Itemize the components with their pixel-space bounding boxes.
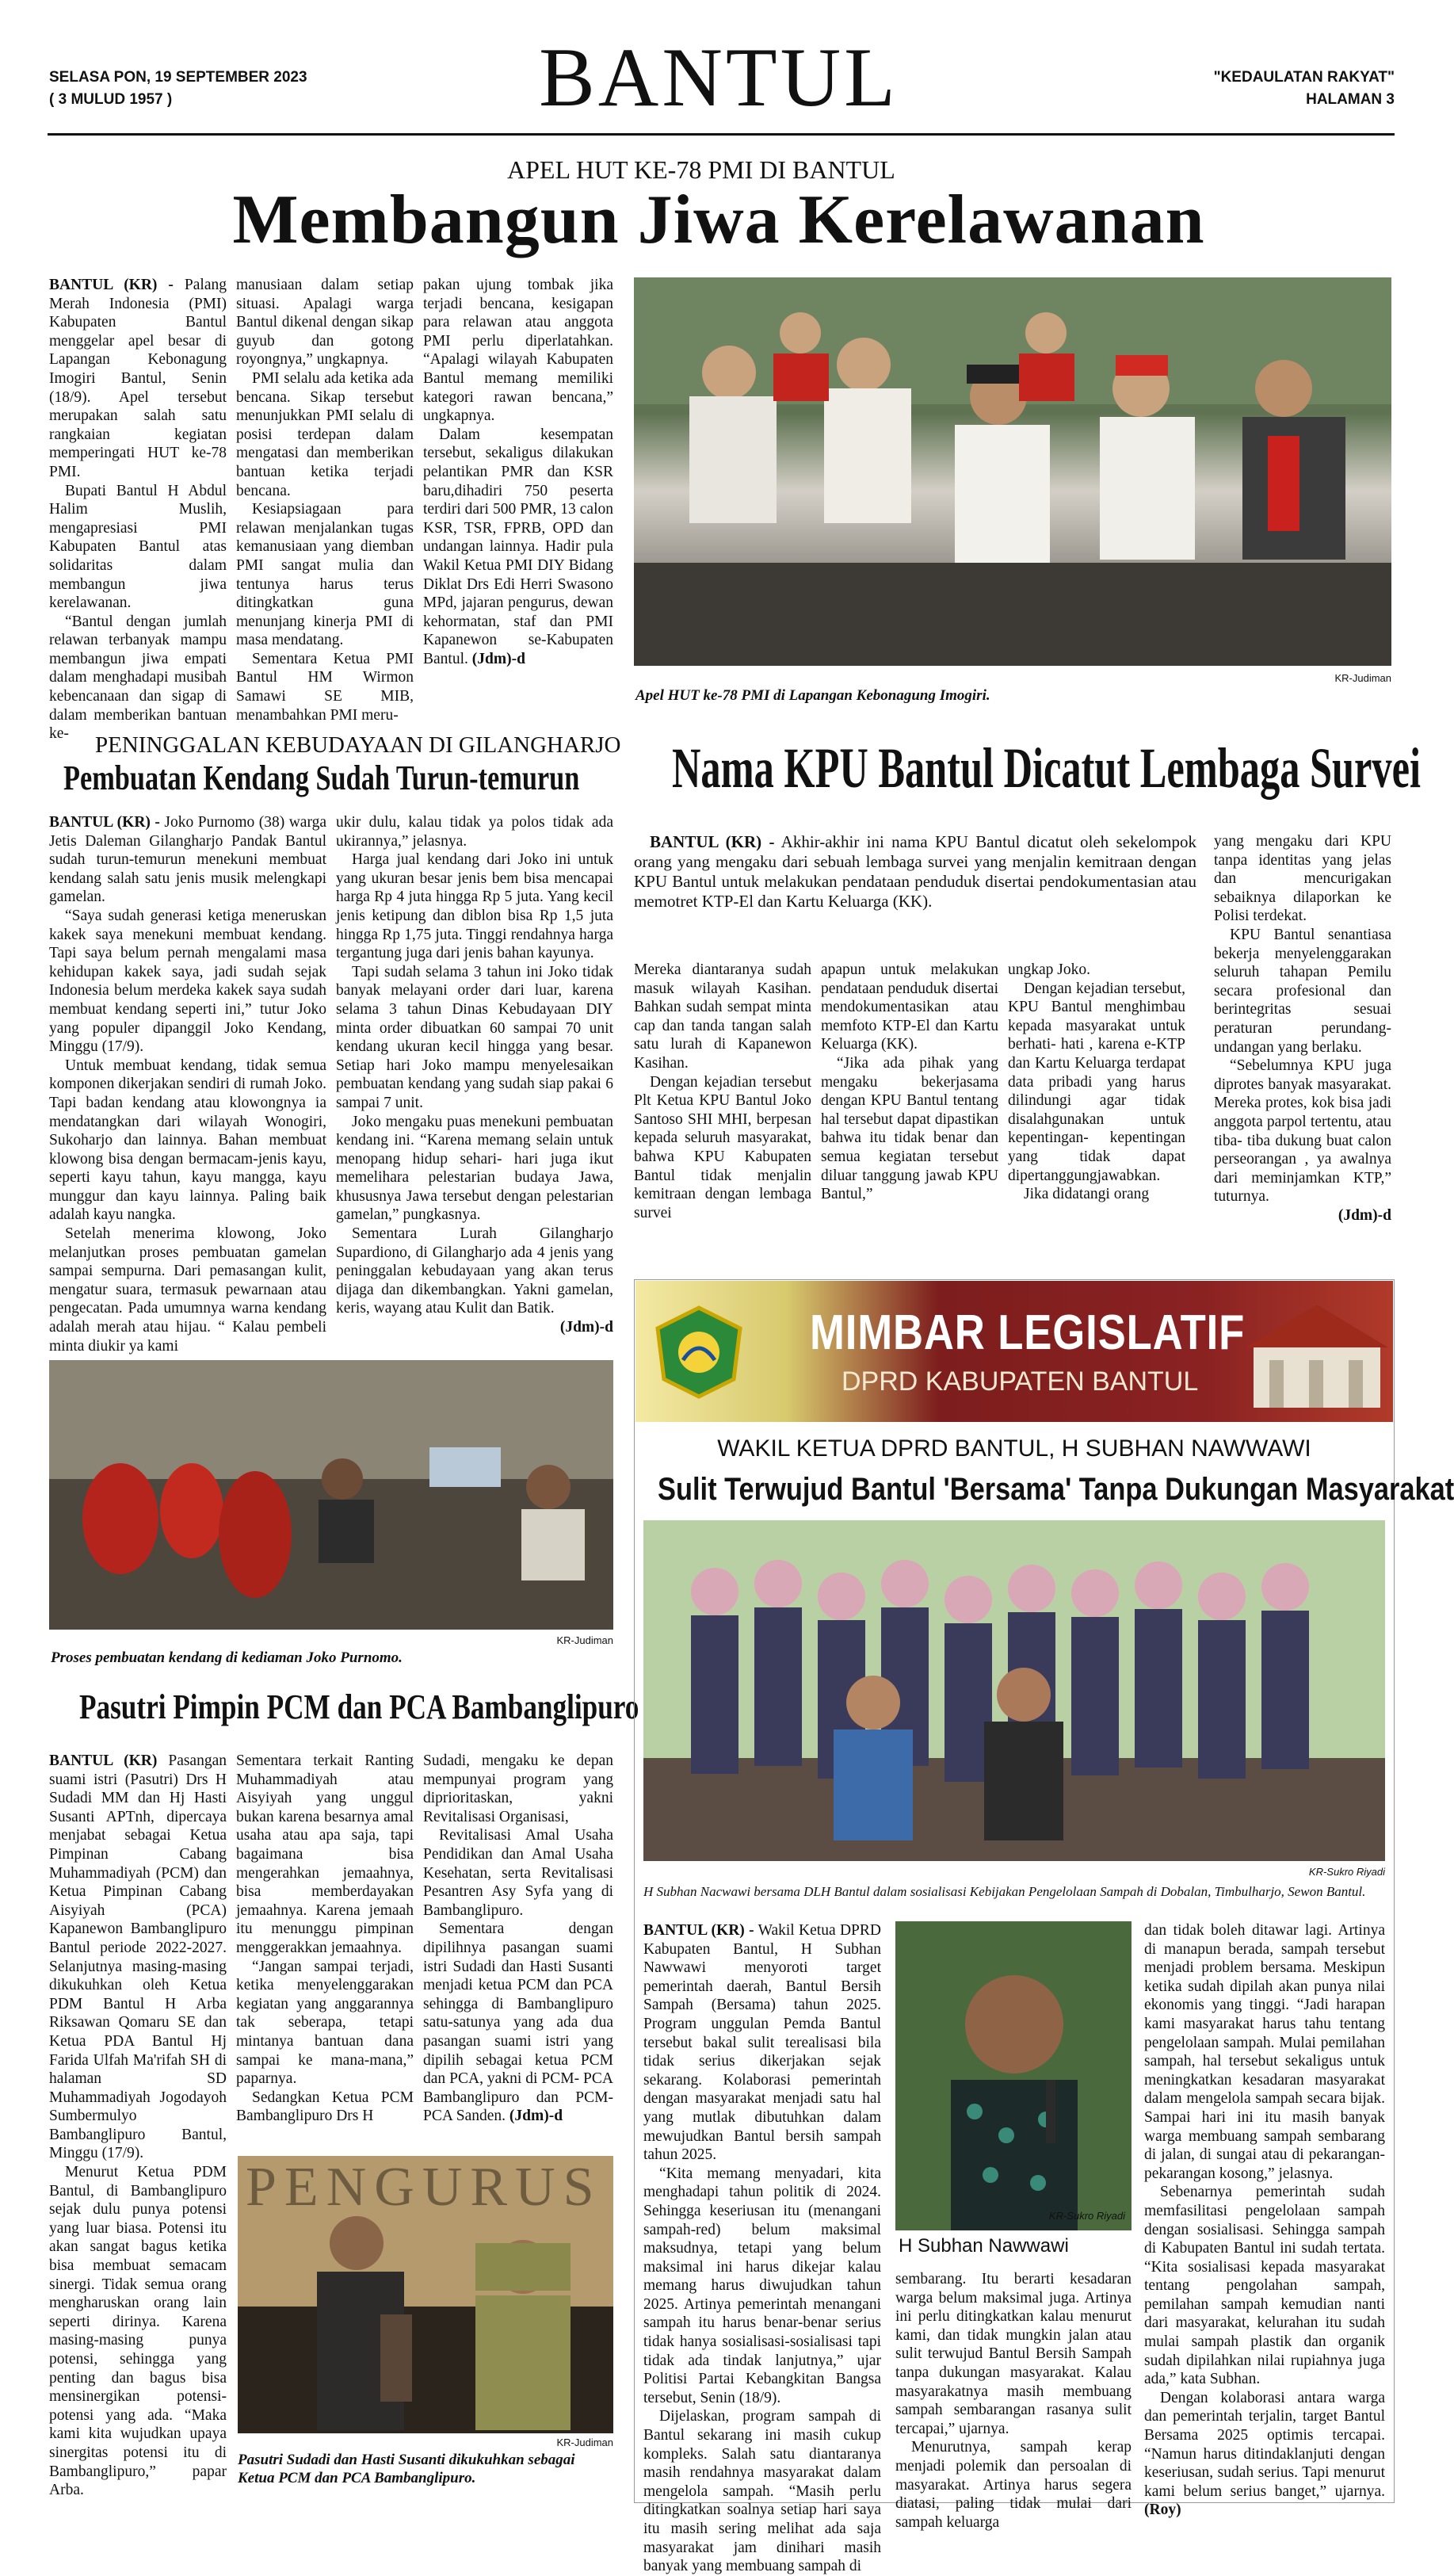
kendang-col1-p4: Setelah menerima klowong, Joko melanjutkan proses pembuatan gamelan sampai sempurna. Dari pemasangan kulit, mengatur suara, termasuk pewarnaan atau pengecatan. Pada umumnya warna kendang adalah merah atau hijau. “ Kalau pembeli minta diukir ya kami — [49, 1225, 326, 1355]
legislatif-col1-p1: Wakil Ketua DPRD Kabupaten Bantul, H Subhan Nawwawi menyoroti target pemerintah daerah, Bantul Bersih Sampah (Bersama) tahun 2025. Program unggulan Pemda Bantul tersebut bakal sulit terealisasi bila tidak serius dikerjakan sejak sekarang. Kolaborasi pemerintah dengan masyarakat menjadi satu hal yang mutlak dibutuhkan dalam mewujudkan Bantul bersih sampah tahun 2025. — [643, 1922, 881, 2164]
lead-col3-p1: pakan ujung tombak jika terjadi bencana, kesigapan para relawan atau anggota PMI perlu diperlatahkan. “Apalagi wilayah Kabupaten Bantul memang memiliki kategori rawan bencana,” ungkapnya. — [423, 277, 613, 425]
legislatif-banner-subtitle: DPRD KABUPATEN BANTUL — [841, 1366, 1199, 1397]
kpu-column-1 — [634, 961, 811, 1222]
pcm-column-2 — [236, 1752, 414, 2148]
lead-col2-p1: manusiaan dalam setiap situasi. Apalagi warga Bantul dikenal dengan sikap guyub dan gotong royongnya,” ungkapnya. — [236, 277, 414, 369]
kpu-col4-p1: yang mengaku dari KPU tanpa identitas yang jelas dan mencurigakan sebaiknya dilaporkan ke Polisi terdekat. — [1214, 833, 1391, 925]
pcm-col2-p2: “Jangan sampai terjadi, ketika menyelenggarakan kegiatan yang anggarannya tak seberapa, tetapi mintanya bantuan dana sampai ke mana-mana,” paparnya. — [236, 1958, 414, 2088]
legislatif-kicker: WAKIL KETUA DPRD BANTUL, H SUBHAN NAWWAWI — [717, 1435, 1311, 1462]
kendang-signoff: (Jdm)-d — [559, 1319, 613, 1336]
pcm-col3-p2: Revitalisasi Amal Usaha Pendidikan dan Amal Usaha Kesehatan, serta Revitalisasi Pesantren Asy Syfa yang di Bambanglipuro. — [423, 1827, 613, 1919]
pcm-col2-p3: Sedangkan Ketua PCM Bambanglipuro Drs H — [236, 2089, 414, 2125]
lead-kicker: APEL HUT KE-78 PMI DI BANTUL — [507, 155, 895, 184]
kendang-column-1 — [49, 813, 326, 1355]
lead-column-2 — [236, 276, 414, 724]
kpu-lede — [634, 832, 1196, 951]
kpu-column-3 — [1008, 961, 1185, 1222]
page-number: HALAMAN 3 — [1306, 91, 1395, 108]
kendang-col2-p1: ukir dulu, kalau tidak ya polos tidak ada ukirannya,” jelasnya. — [336, 814, 613, 850]
legislatif-headline: Sulit Terwujud Bantul 'Bersama' Tanpa Dukungan Masyarakat — [658, 1472, 1454, 1507]
kpu-column-4 — [1214, 832, 1391, 1222]
lead-col3-p2: Dalam kesempatan tersebut, sekaligus dilakukan pelantikan PMR dan KSR baru,dihadiri 750 peserta terdiri dari 500 PMR, 13 calon KSR, TSR, FPRB, OPD dan undangan lainnya. Hadir pula Wakil Ketua PMI DIY Bidang Diklat Drs Edi Herri Swasono MPd, jajaran pengurus, dewan kehormatan, staf dan PMI Kapanewon se-Kabupaten Bantul. — [423, 426, 613, 667]
kendang-photo — [49, 1360, 613, 1630]
kendang-col1-p2: “Saya sudah generasi ketiga meneruskan kakek saya menekuni membuat kendang. Tapi saya belum pernah mengalami masa kehidupan kakek saya, jadi sudah sejak Indonesia belum merdeka kakek saya sudah membuat kendang seperti ini,” tutur Joko yang populer dipanggil Joko Kendang, Minggu (17/9). — [49, 907, 326, 1056]
lead-column-1 — [49, 276, 227, 743]
lead-dateline: BANTUL (KR) - — [49, 277, 174, 293]
legislatif-col2-p1: sembarang. Itu berarti kesadaran warga belum maksimal juga. Artinya ini perlu ditingkatkan kalau menurut kami, dan tidak mungkin jalan atau sulit terwujud Bantul Bersih Sampah tanpa dukungan masyarakat. Kalau masyarakatnya masih membuang sampah sembarangan rasanya sulit tercapai,” ujarnya. — [895, 2271, 1132, 2437]
kendang-photo-caption: Proses pembuatan kendang di kediaman Joko Purnomo. — [51, 1649, 403, 1666]
legislatif-column-3 — [1144, 1921, 1385, 2519]
kpu-col2-p2: “Jika ada pihak yang mengaku bekerjasama dengan KPU Bantul tentang hal tersebut dapat dipastikan bahwa itu tidak benar dan semua kegiatan tersebut diluar tanggung jawab KPU Bantul,” — [821, 1054, 998, 1203]
legislatif-dateline: BANTUL (KR) - — [643, 1922, 754, 1939]
lead-col2-p3: Kesiapsiagaan para relawan menjalankan tugas kemanusiaan yang diemban PMI sangat mulia dan tentunya harus terus ditingkatkan guna menunjang kinerja PMI di masa mendatang. — [236, 501, 414, 649]
pcm-col1-p1: Pasangan suami istri (Pasutri) Drs H Sudadi MM dan Hj Hasti Susanti APTnh, dipercaya menjabat sebagai Ketua Pimpinan Cabang Muhammadiyah (PCM) dan Ketua Pimpinan Cabang Aisyiyah (PCA) Kapanewon Bambanglipuro Bantul periode 2022-2027. Selanjutnya masing-masing dikukuhkan oleh Ketua PDM Bantul H Arba Riksawan Qomaru SE dan Ketua PDA Bantul Hj Farida Ulfah Ma'rifah SH di halaman SD Muhammadiyah Jogodayoh Sumbermulyo Bambanglipuro Bantul, Minggu (17/9). — [49, 1752, 227, 2162]
kendang-photo-credit: KR-Judiman — [556, 1634, 613, 1646]
kpu-col1-p2: Dengan kejadian tersebut Plt Ketua KPU Bantul Joko Santoso SHI MHI, berpesan kepada seluruh masyarakat, bahwa KPU Kabupaten Bantul tidak menjalin kemitraan dengan lembaga survei — [634, 1073, 811, 1221]
pcm-banner-letters: PENGURUS — [246, 2157, 602, 2218]
kendang-dateline: BANTUL (KR) - — [49, 814, 160, 831]
legislatif-col3-p2: Sebenarnya pemerintah sudah memfasilitasi pengelolaan sampah dengan sosialisasi. Sehingga sampah di Kabupaten Bantul ini sudah tertata. “Kita sosialisasi kepada masyarakat tentang pengolahan sampah, pemilahan sampah kemudian nanti dari masyarakat, kelurahan itu sudah mulai sampah plastik dan organik sudah dipilahkan nilai rupiahnya juga ada,” kata Subhan. — [1144, 2184, 1385, 2388]
kpu-col2-p1: apapun untuk melakukan pendataan penduduk disertai mendokumentasikan atau memfoto KTP-El dan Kartu Keluarga (KK). — [821, 961, 998, 1053]
kendang-illustration — [49, 1360, 613, 1630]
lead-col1-p1: Palang Merah Indonesia (PMI) Kabupaten Bantul menggelar apel besar di Lapangan Kebonagung Imogiri Bantul, Senin (18/9). Apel tersebut merupakan salah satu rangkaian kegiatan memperingati HUT ke-78 PMI. — [49, 277, 227, 480]
issue-date: SELASA PON, 19 SEPTEMBER 2023 — [49, 69, 307, 86]
kpu-col3-p1: ungkap Joko. — [1008, 961, 1090, 978]
kendang-col1-p3: Untuk membuat kendang, tidak semua komponen dikerjakan sendiri di rumah Joko. Tapi badan kendang atau klowongnya ia mendatangkan dari wilayah Wonogiri, Sukoharjo dan lainnya. Bahan membuat klowong bisa dengan bermacam-jenis kayu, seperti kayu tahun, kayu mangga, kayu munggur dan kayu lainnya. Paling baik adalah kayu nangka. — [49, 1057, 326, 1224]
pcm-column-3 — [423, 1752, 613, 2148]
pmi-apel-photo — [634, 277, 1391, 666]
legislatif-column-2 — [895, 2270, 1132, 2531]
legislatif-group-photo — [643, 1520, 1385, 1861]
legislatif-banner — [635, 1281, 1393, 1422]
legislatif-photo-credit: KR-Sukro Riyadi — [1308, 1866, 1385, 1878]
kpu-lede-text: Akhir-akhir ini nama KPU Bantul dicatut oleh sekelompok orang yang mengaku dari sebuah lembaga survei yang menjalin kemitraan dengan KPU Bantul untuk melakukan pendataan penduduk disertai pendokumentasian atau memotret KTP-El dan Kartu Keluarga (KK). — [634, 832, 1197, 911]
pcm-column-1 — [49, 1752, 227, 2499]
dprd-building-icon — [1246, 1297, 1388, 1416]
portrait-name: H Subhan Nawwawi — [899, 2235, 1069, 2257]
kpu-col4-p2: KPU Bantul senantiasa bekerja menyelenggarakan seluruh tahapan Pemilu secara profesional dan berintegritas sesuai peraturan perundang-undangan yang berlaku. — [1214, 926, 1391, 1056]
kpu-col3-p3: Jika didatangi orang — [1024, 1186, 1150, 1203]
legislatif-col3-p1: dan tidak boleh ditawar lagi. Artinya di manapun berada, sampah tersebut menjadi problem bersama. Meskipun ketika sudah dipilah akan punya nilai ekonomis yang tinggi. “Jadi harapan kami masyarakat harus tahu tentang pengelolaan sampah. Mulai pemilahan sampah, hal tersebut sekaligus untuk meningkatkan kesadaran masyarakat dalam mengelola sampah secara bijak. Sampai hari ini itu masih banyak warga membuang sampah sembarang di jalan, di sungai atau di pekarangan-pekarangan kosong,” jelasnya. — [1144, 1922, 1385, 2182]
legislatif-col3-p3: Dengan kolaborasi antara warga dan pemerintah terjalin, target Bantul Bersama 2025 optimis tercapai. “Namun harus ditindaklanjuti dengan keseriusan, sudah serius. Tapi menurut kami belum serius banget,” ujarnya. — [1144, 2389, 1385, 2500]
kendang-col1-p1: Joko Purnomo (38) warga Jetis Daleman Gilangharjo Pandak Bantul sudah turun-temurun menekuni membuat kendang salah satu jenis musik melengkapi gamelan. — [49, 814, 326, 906]
section-title: BANTUL — [539, 31, 899, 124]
lead-col1-p2: Bupati Bantul H Abdul Halim Muslih, mengapresiasi PMI Kabupaten Bantul atas solidaritas dalam membangun jiwa kerelawanan. — [49, 482, 227, 612]
kpu-column-2 — [821, 961, 998, 1222]
legislatif-group-illustration — [643, 1520, 1385, 1861]
masthead-rule — [48, 133, 1395, 136]
subhan-portrait — [895, 1921, 1132, 2230]
lead-photo-caption: Apel HUT ke-78 PMI di Lapangan Kebonagung Imogiri. — [635, 687, 990, 704]
legislatif-col2-p2: Menurutnya, sampah kerap menjadi polemik dan persoalan di masyarakat. Artinya harus segera diatasi, paling tidak mulai dari sampah keluarga — [895, 2439, 1132, 2531]
pcm-signoff: (Jdm)-d — [509, 2108, 563, 2125]
legislatif-col1-p3: Dijelaskan, program sampah di Bantul sekarang ini masih cukup kompleks. Salah satu diantaranya masih rendahnya masyarakat dalam mengelola sampah. “Masih perlu ditingkatkan soalnya setiap hari saya itu masih sering melihat ada saja masyarakat jam dinihari masih banyak yang membuang sampah di — [643, 2408, 881, 2575]
portrait-credit: KR-Sukro Riyadi — [1048, 2210, 1125, 2222]
lead-photo-credit: KR-Judiman — [1334, 672, 1391, 684]
pcm-col1-p2: Menurut Ketua PDM Bantul, di Bambanglipuro sejak dulu punya potensi yang luar biasa. Potensi itu akan sangat bagus ketika bisa membuat semacam sinergi. Tidak semua orang mengharuskan orang lain seperti dirinya. Karena masing-masing punya potensi, sehingga yang penting dan bagus bisa mensinergikan potensi-potensi yang ada. “Maka kami kita wujudkan upaya sinergitas potensi itu di Bambanglipuro,” papar Arba. — [49, 2164, 227, 2499]
pcm-photo-credit: KR-Judiman — [556, 2436, 613, 2448]
lead-col2-p2: PMI selalu ada ketika ada bencana. Sikap tersebut menunjukkan PMI selalu di posisi terdepan dalam mengatasi dan memberikan bantuan ketika terjadi bencana. — [236, 369, 414, 499]
kendang-col2-p3: Tapi sudah selama 3 tahun ini Joko tidak banyak melayani order dari luar, karena selama 3 tahun Dinas Kebudayaan DIY minta order dibuatkan 60 sampai 70 unit kendang ukuran kecil hingga yang besar. Setiap hari Joko mampu menyelesaikan pembuatan kendang yang sudah siap pakai 6 sampai 7 unit. — [336, 963, 613, 1111]
kendang-column-2 — [336, 813, 613, 1344]
pcm-photo-caption: Pasutri Sudadi dan Hasti Susanti dikukuhkan sebagai Ketua PCM dan PCA Bambanglipuro. — [238, 2452, 575, 2486]
pcm-photo — [238, 2156, 613, 2433]
lead-col2-p4: Sementara Ketua PMI Bantul HM Wirmon Samawi SE MIB, menambahkan PMI meru- — [236, 650, 414, 724]
lead-column-3 — [423, 276, 613, 720]
legislatif-photo-caption: H Subhan Nacwawi bersama DLH Bantul dalam sosialisasi Kebijakan Pengelolaan Sampah di Dobalan, Timbulharjo, Sewon Bantul. — [643, 1884, 1366, 1899]
legislatif-signoff: (Roy) — [1144, 2501, 1181, 2519]
kpu-signoff: (Jdm)-d — [1338, 1206, 1391, 1224]
javanese-date: ( 3 MULUD 1957 ) — [49, 91, 173, 108]
pcm-headline: Pasutri Pimpin PCM dan PCA Bambanglipuro — [79, 1687, 639, 1726]
lead-headline: Membangun Jiwa Kerelawanan — [232, 182, 1205, 258]
pcm-col3-p1: Sudadi, mengaku ke depan mempunyai program yang diprioritaskan, yakni Revitalisasi Organisasi, — [423, 1752, 613, 1825]
bantul-regency-emblem-icon — [651, 1305, 746, 1400]
lead-col1-p3: “Bantul dengan jumlah relawan terbanyak mampu membangun jiwa empati dalam menghadapi musibah kebencanaan dan sigap di dalam memberikan bantuan ke- — [49, 613, 227, 743]
kendang-col2-p5: Sementara Lurah Gilangharjo Supardiono, di Gilangharjo ada 4 jenis yang peninggalan kebudayaan yang akan terus dijaga dan dikembangkan. Yakni gamelan, keris, wayang atau Kulit dan Batik. — [336, 1225, 613, 1317]
publication-block — [1214, 67, 1395, 111]
legislatif-banner-title: MIMBAR LEGISLATIF — [810, 1305, 1246, 1360]
kpu-col4-p3: “Sebelumnya KPU juga diprotes banyak masyarakat. Mereka protes, kok bisa jadi anggota parpol tertentu, atau tiba- tiba dukung buat calon perseorangan , ya awalnya dari meminjamkan KTP,” tuturnya. — [1214, 1057, 1391, 1206]
lead-signoff: (Jdm)-d — [471, 650, 525, 667]
kpu-col3-p2: Dengan kejadian tersebut, KPU Bantul menghimbau kepada masyarakat untuk berhati- hati , karena e-KTP dan Kartu Keluarga terdapat data pribadi yang harus dilindungi agar tidak disalahgunakan untuk kepentingan- kepentingan yang tidak dapat dipertanggungjawabkan. — [1008, 980, 1185, 1184]
subhan-portrait-illustration — [895, 1921, 1132, 2230]
pcm-dateline: BANTUL (KR) — [49, 1752, 158, 1769]
kendang-kicker: PENINGGALAN KEBUDAYAAN DI GILANGHARJO — [95, 732, 621, 758]
kpu-dateline: BANTUL (KR) - — [650, 832, 775, 851]
kpu-headline: Nama KPU Bantul Dicatut Lembaga Survei — [672, 736, 1421, 800]
pmi-apel-illustration — [634, 277, 1391, 666]
kpu-col1-p1: Mereka diantaranya sudah masuk wilayah Kasihan. Bahkan sudah sempat minta cap dan tanda tangan salah satu lurah di Kapanewon Kasihan. — [634, 961, 811, 1072]
legislatif-col1-p2: “Kita memang menyadari, kita menghadapi tahun politik di 2024. Sehingga keseriusan itu (menangani sampah-red) belum maksimal maksudnya, tetapi yang belum maksimal ini harus dikejar kalau memang harus diwujudkan tahun 2025. Artinya pemerintah menangani sampah itu harus benar-benar serius tidak hanya sosialisasi-sosialisasi tapi tidak ada tindak lanjutnya,” ujar Politisi Partai Kebangkitan Bangsa tersebut, Senin (18/9). — [643, 2165, 881, 2406]
publication-name: "KEDAULATAN RAKYAT" — [1213, 69, 1395, 86]
kendang-col2-p4: Joko mengaku puas menekuni pembuatan kendang ini. “Karena memang selain untuk menopang hidup sehari- hari juga ikut memelihara pelestarian budaya Jawa, khususnya Jawa tersebut dengan pelestarian gamelan,” pungkasnya. — [336, 1113, 613, 1224]
kendang-col2-p2: Harga jual kendang dari Joko ini untuk yang ukuran besar jenis bem bisa mencapai harga Rp 4 juta hingga Rp 5 juta. Yang kecil jenis ketipung dan diblon bisa Rp 1,5 juta hingga Rp 1,75 juta. Tinggi rendahnya harga tergantung juga dari jenis bahan kayunya. — [336, 851, 613, 962]
pcm-col2-p1: Sementara terkait Ranting Muhammadiyah atau Aisyiyah yang unggul bukan karena besarnya amal usaha atau apa saja, tapi bagaimana bisa mengerahkan jemaahnya, bisa memberdayakan jemaahnya. Karena jemaah itu menunggu pimpinan menggerakkan jemaahnya. — [236, 1752, 414, 1956]
pcm-col3-p3: Sementara dengan dipilihnya pasangan suami istri Sudadi dan Hasti Susanti menjadi ketua PCM dan PCA sehingga di Bambanglipuro satu-satunya yang ada dua pasangan suami istri yang dipilih sebagai ketua PCM dan PCA, yakni di PCM- PCA Bambanglipuro dan PCM-PCA Sanden. — [423, 1921, 613, 2125]
kendang-headline: Pembuatan Kendang Sudah Turun-temurun — [63, 759, 580, 797]
legislatif-column-1 — [643, 1921, 881, 2575]
